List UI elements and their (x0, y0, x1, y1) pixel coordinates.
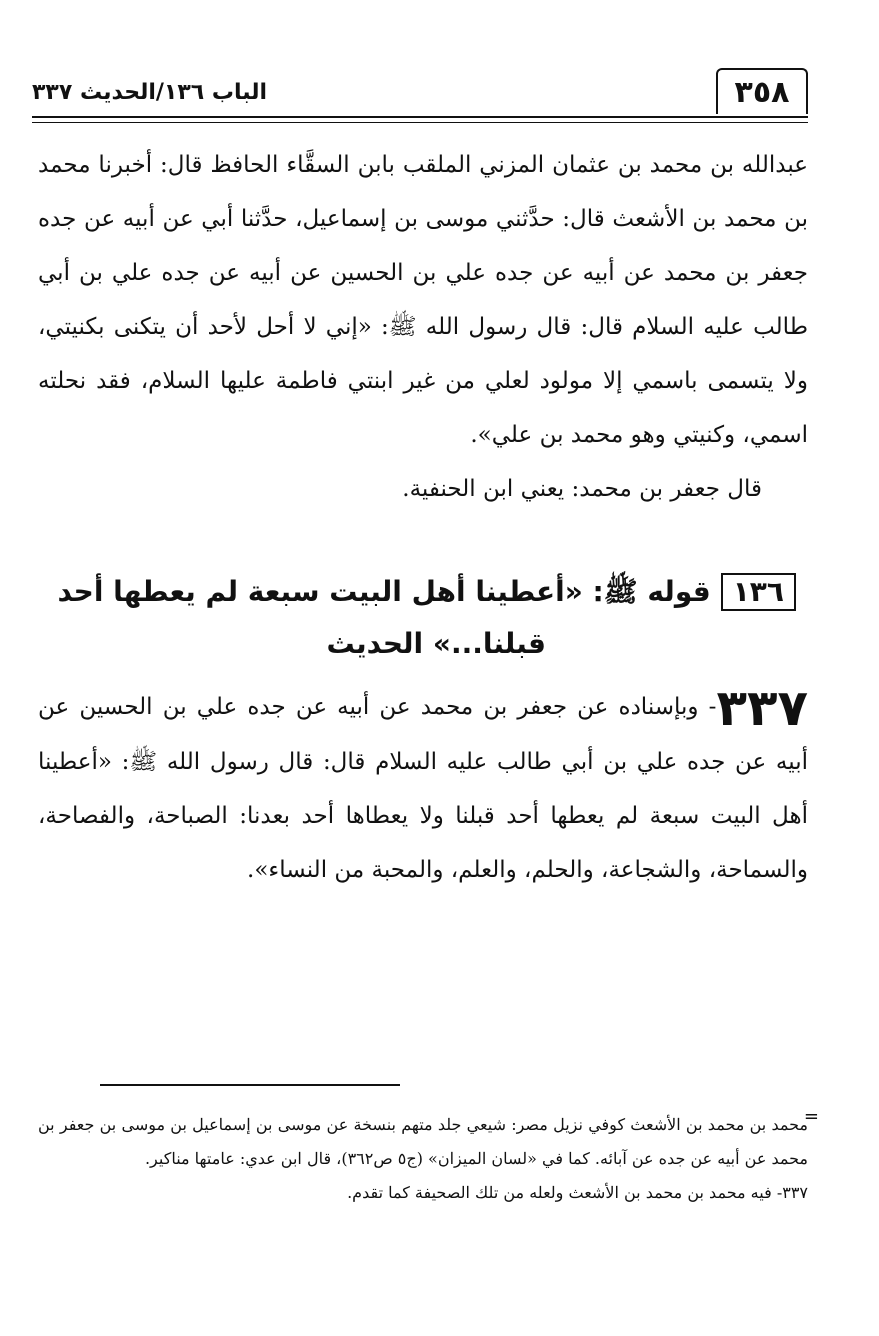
body-paragraph: عبدالله بن محمد بن عثمان المزني الملقب بابن السقَّاء الحافظ قال: أخبرنا محمد بن محمد بن الأشعث قال: حدَّثني موسى بن إسماعيل، حدَّثنا أبي عن أبيه عن جده جعفر بن محمد عن أبيه عن جده علي بن الحسين عن أبيه عن جده علي بن أبي طالب عليه السلام قال: قال رسول الله ﷺ: «إني لا أحل لأحد أن يتكنى بكنيتي، ولا يتسمى باسمي إلا مولود لعلي من غير ابنتي فاطمة عليها السلام، فقد نحلته اسمي، وكنيتي وهو محمد بن علي». (38, 152, 808, 448)
running-title: الباب ١٣٦/الحديث ٣٣٧ (32, 80, 268, 105)
hadith-block (38, 680, 808, 897)
hadith-text: - وبإسناده عن جعفر بن محمد عن أبيه عن جده علي بن الحسين عن أبيه عن جده علي بن أبي طالب عليه السلام قال: قال رسول الله ﷺ: «أعطينا أهل البيت سبعة لم يعطها أحد قبلنا ولا يعطاها أحد بعدنا: الصباحة، والفصاحة، والسماحة، والشجاعة، والحلم، والعلم، والمحبة من النساء». (38, 694, 808, 883)
header-divider (32, 116, 808, 118)
footnote-continuation-marker: = (803, 1106, 819, 1127)
body-text (38, 138, 808, 516)
header-divider-thin (32, 122, 808, 123)
chapter-heading (40, 566, 796, 670)
footnote-divider (100, 1084, 400, 1086)
footnote: ٣٣٧- فيه محمد بن محمد بن الأشعث ولعله من تلك الصحيفة كما تقدم. (347, 1183, 808, 1202)
footnote: محمد بن محمد بن الأشعث كوفي نزيل مصر: شيعي جلد متهم بنسخة عن موسى بن إسماعيل بن موسى بن جعفر بن محمد عن أبيه عن جده عن آبائه. كما في «لسان الميزان» (ج٥ ص٣٦٢)، قال ابن عدي: عامتها مناكير. (38, 1115, 808, 1168)
chapter-heading-line-1 (40, 566, 796, 618)
chapter-number-box: ١٣٦ (721, 573, 796, 611)
page-header (32, 60, 808, 120)
page-number: ٣٥٨ (716, 68, 808, 114)
chapter-heading-line-2: قبلنا...» الحديث (326, 627, 546, 660)
body-paragraph: قال جعفر بن محمد: يعني ابن الحنفية. (402, 476, 762, 502)
footnotes (38, 1108, 808, 1210)
chapter-title: قوله ﷺ: «أعطينا أهل البيت سبعة لم يعطها أحد (57, 575, 711, 608)
hadith-number: ٣٣٧ (716, 679, 808, 737)
